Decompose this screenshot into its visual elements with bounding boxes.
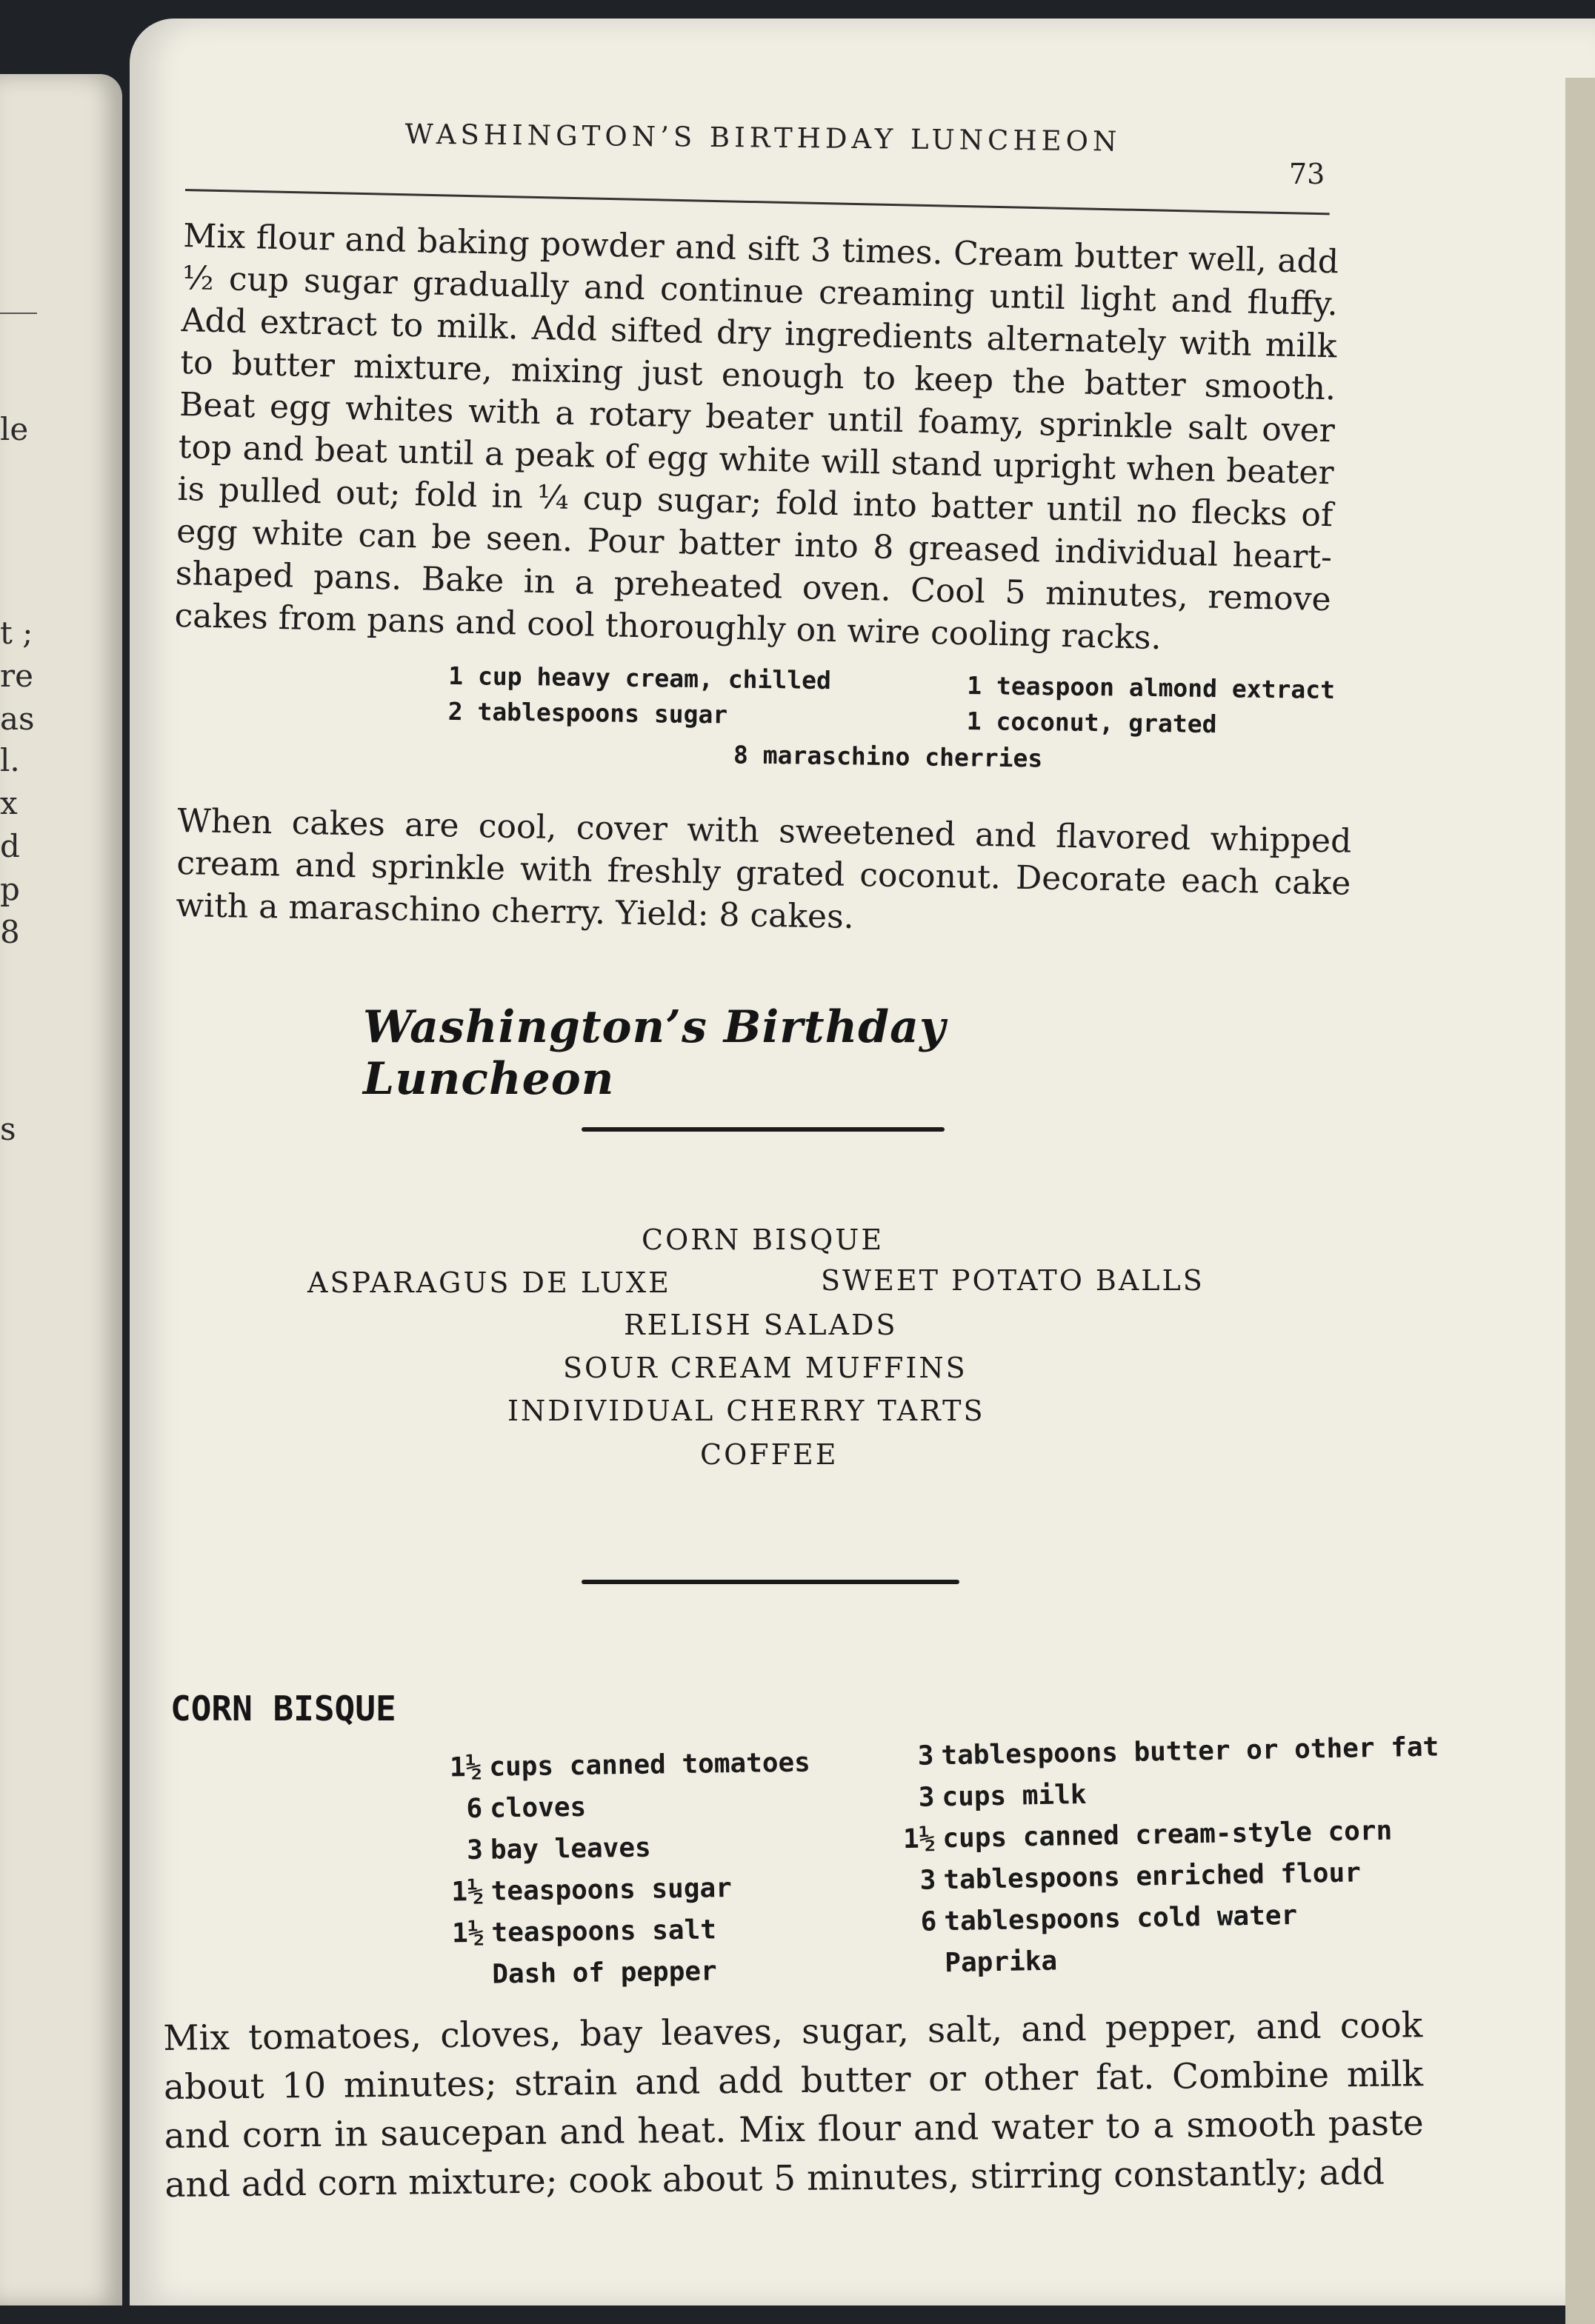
ingredient: 1 coconut, grated bbox=[966, 706, 1217, 739]
ingredient-item: cups canned cream-style corn bbox=[942, 1815, 1393, 1854]
left-page-fragment: s bbox=[0, 1111, 16, 1147]
ingredient bbox=[416, 1784, 811, 1831]
menu-item: INDIVIDUAL CHERRY TARTS bbox=[507, 1395, 985, 1427]
topping-method-paragraph: When cakes are cool, cover with sweetened and flavored whipped cream and sprinkle with freshly grated coconut. Decorate each cake with a maraschino cherry. Yield: 8 cakes. bbox=[176, 801, 1352, 936]
ingredient bbox=[416, 1826, 812, 1872]
ingredient-item: cups canned tomatoes bbox=[489, 1747, 811, 1783]
left-page-rule bbox=[0, 313, 37, 314]
ingredient bbox=[418, 1950, 813, 1997]
ingredient-item: teaspoons sugar bbox=[490, 1873, 733, 1907]
left-page-fragment: le bbox=[0, 411, 29, 447]
left-page-fragment: 8 bbox=[0, 914, 20, 950]
menu-item: COFFEE bbox=[700, 1438, 839, 1471]
ingredient-qty: 3 bbox=[917, 1740, 934, 1772]
ornament-rule bbox=[582, 1127, 945, 1132]
ingredient-item: tablespoons cold water bbox=[944, 1900, 1298, 1937]
ingredient: 1 teaspoon almond extract bbox=[967, 670, 1336, 705]
ingredient-qty: 3 bbox=[919, 1865, 936, 1896]
ingredient-item: cloves bbox=[489, 1792, 587, 1824]
ingredient: 1 cup heavy cream, chilled bbox=[448, 661, 832, 695]
left-page-fragment: re bbox=[0, 658, 33, 694]
ingredient-qty bbox=[418, 1983, 485, 1984]
ingredient-item: cups milk bbox=[942, 1779, 1087, 1813]
menu-item: ASPARAGUS DE LUXE bbox=[307, 1266, 671, 1299]
ingredient: 8 maraschino cherries bbox=[733, 740, 1043, 773]
left-page-fragment: d bbox=[0, 828, 20, 864]
topping-ingredients-right bbox=[966, 668, 1335, 744]
left-page bbox=[0, 74, 122, 2305]
page-edge bbox=[1565, 78, 1595, 2324]
ingredient bbox=[417, 1909, 813, 1955]
ingredient-qty: 3 bbox=[466, 1834, 484, 1866]
ingredient-item: tablespoons enriched flour bbox=[943, 1857, 1362, 1896]
ingredient-item: tablespoons butter or other fat bbox=[941, 1732, 1439, 1772]
ingredient-qty: 1½ bbox=[451, 1917, 485, 1949]
menu-title: Washington’s Birthday Luncheon bbox=[363, 1001, 946, 1105]
menu-item: SWEET POTATO BALLS bbox=[821, 1264, 1205, 1297]
topping-ingredients-center bbox=[733, 737, 1043, 776]
topping-ingredients-left bbox=[447, 658, 831, 734]
ornament-rule bbox=[582, 1580, 959, 1584]
corn-bisque-ingredients-left bbox=[415, 1743, 813, 1997]
menu-item: RELISH SALADS bbox=[624, 1309, 898, 1341]
ingredient-item: teaspoons salt bbox=[491, 1914, 717, 1949]
ingredient bbox=[416, 1867, 812, 1914]
ingredient-qty bbox=[871, 1971, 938, 1973]
ingredient-item: bay leaves bbox=[490, 1832, 651, 1866]
cake-method-paragraph: Mix flour and baking powder and sift 3 times. Cream butter well, add ½ cup sugar gradually and continue creaming until light and fluffy. Add extract to milk. Add sifted dry ingredients alternately with milk to butter mixture, mixing just enough to keep the batter smooth. Beat egg whites with a rotary beater until foamy, sprinkle salt over top and beat until a peak of egg white will stand upright when beater is pulled out; fold in ¼ cup sugar; fold into batter until no flecks of egg white can be seen. Pour batter into 8 greased individual heart-shaped pans. Bake in a preheated oven. Cool 5 minutes, remove cakes from pans and cool thoroughly on wire cooling racks. bbox=[174, 216, 1339, 658]
left-page-fragment: x bbox=[0, 785, 18, 821]
running-title: WASHINGTON’S BIRTHDAY LUNCHEON bbox=[404, 118, 1122, 158]
ingredient bbox=[415, 1743, 810, 1789]
corn-bisque-ingredients-right bbox=[867, 1727, 1443, 1986]
left-page-fragment: p bbox=[0, 871, 20, 907]
left-page-fragment: l. bbox=[0, 742, 20, 778]
ingredient-qty: 1½ bbox=[902, 1823, 936, 1855]
ingredient-item: Dash of pepper bbox=[491, 1956, 717, 1990]
ingredient-qty: 6 bbox=[466, 1793, 483, 1825]
ingredient-qty: 1½ bbox=[451, 1876, 485, 1908]
left-page-fragment: as bbox=[0, 701, 35, 737]
page-number: 73 bbox=[1289, 158, 1325, 190]
ingredient-item: Paprika bbox=[944, 1946, 1058, 1979]
menu-item: SOUR CREAM MUFFINS bbox=[563, 1352, 968, 1384]
ingredient-qty: 6 bbox=[920, 1906, 937, 1937]
ingredient-qty: 1½ bbox=[449, 1752, 482, 1783]
left-page-fragment: t ; bbox=[0, 615, 33, 651]
recipe-title: CORN BISQUE bbox=[170, 1689, 396, 1729]
corn-bisque-method-paragraph: Mix tomatoes, cloves, bay leaves, sugar, salt, and pepper, and cook about 10 minutes; strain and add butter or other fat. Combine milk and corn in saucepan and heat. Mix flour and water to a smooth paste and add corn mixture; cook about 5 minutes, stirring constantly; add bbox=[163, 2005, 1424, 2206]
ingredient: 2 tablespoons sugar bbox=[447, 696, 728, 729]
menu-item: CORN BISQUE bbox=[642, 1223, 885, 1256]
ingredient-qty: 3 bbox=[918, 1782, 935, 1813]
